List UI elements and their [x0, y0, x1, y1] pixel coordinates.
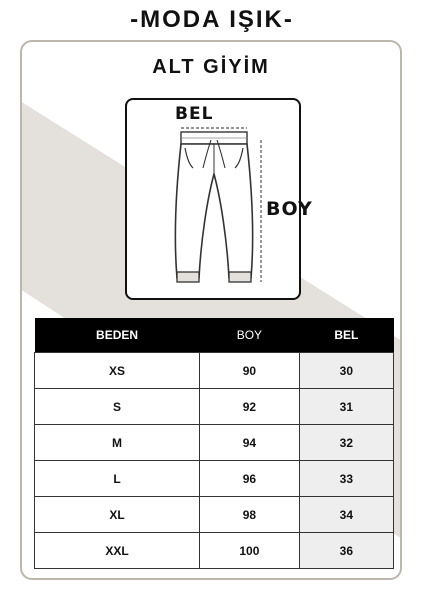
- cell-length: 94: [200, 425, 300, 461]
- table-row: [35, 461, 394, 497]
- cell-size: XL: [35, 497, 200, 533]
- cell-length: 90: [200, 353, 300, 389]
- cell-waist: 31: [299, 389, 393, 425]
- size-table: [34, 318, 394, 569]
- table-row: [35, 497, 394, 533]
- cell-waist: 32: [299, 425, 393, 461]
- table-row: [35, 353, 394, 389]
- length-label: BOY: [266, 198, 313, 220]
- category-title: ALT GİYİM: [152, 56, 270, 78]
- header-waist: BEL: [299, 318, 393, 353]
- cell-waist: 34: [299, 497, 393, 533]
- cell-size: XS: [35, 353, 200, 389]
- table-row: [35, 425, 394, 461]
- cell-waist: 36: [299, 533, 393, 569]
- brand-title: -MODA IŞIK-: [130, 6, 294, 33]
- cell-size: L: [35, 461, 200, 497]
- cell-size: S: [35, 389, 200, 425]
- table-row: [35, 389, 394, 425]
- cell-size: M: [35, 425, 200, 461]
- table-header-row: [35, 318, 394, 353]
- header-length: BOY: [200, 318, 300, 353]
- cell-waist: 33: [299, 461, 393, 497]
- header-size: BEDEN: [35, 318, 200, 353]
- table-row: [35, 533, 394, 569]
- cell-size: XXL: [35, 533, 200, 569]
- cell-length: 96: [200, 461, 300, 497]
- cell-length: 100: [200, 533, 300, 569]
- cell-length: 92: [200, 389, 300, 425]
- waist-label: BEL: [175, 104, 214, 124]
- cell-length: 98: [200, 497, 300, 533]
- cell-waist: 30: [299, 353, 393, 389]
